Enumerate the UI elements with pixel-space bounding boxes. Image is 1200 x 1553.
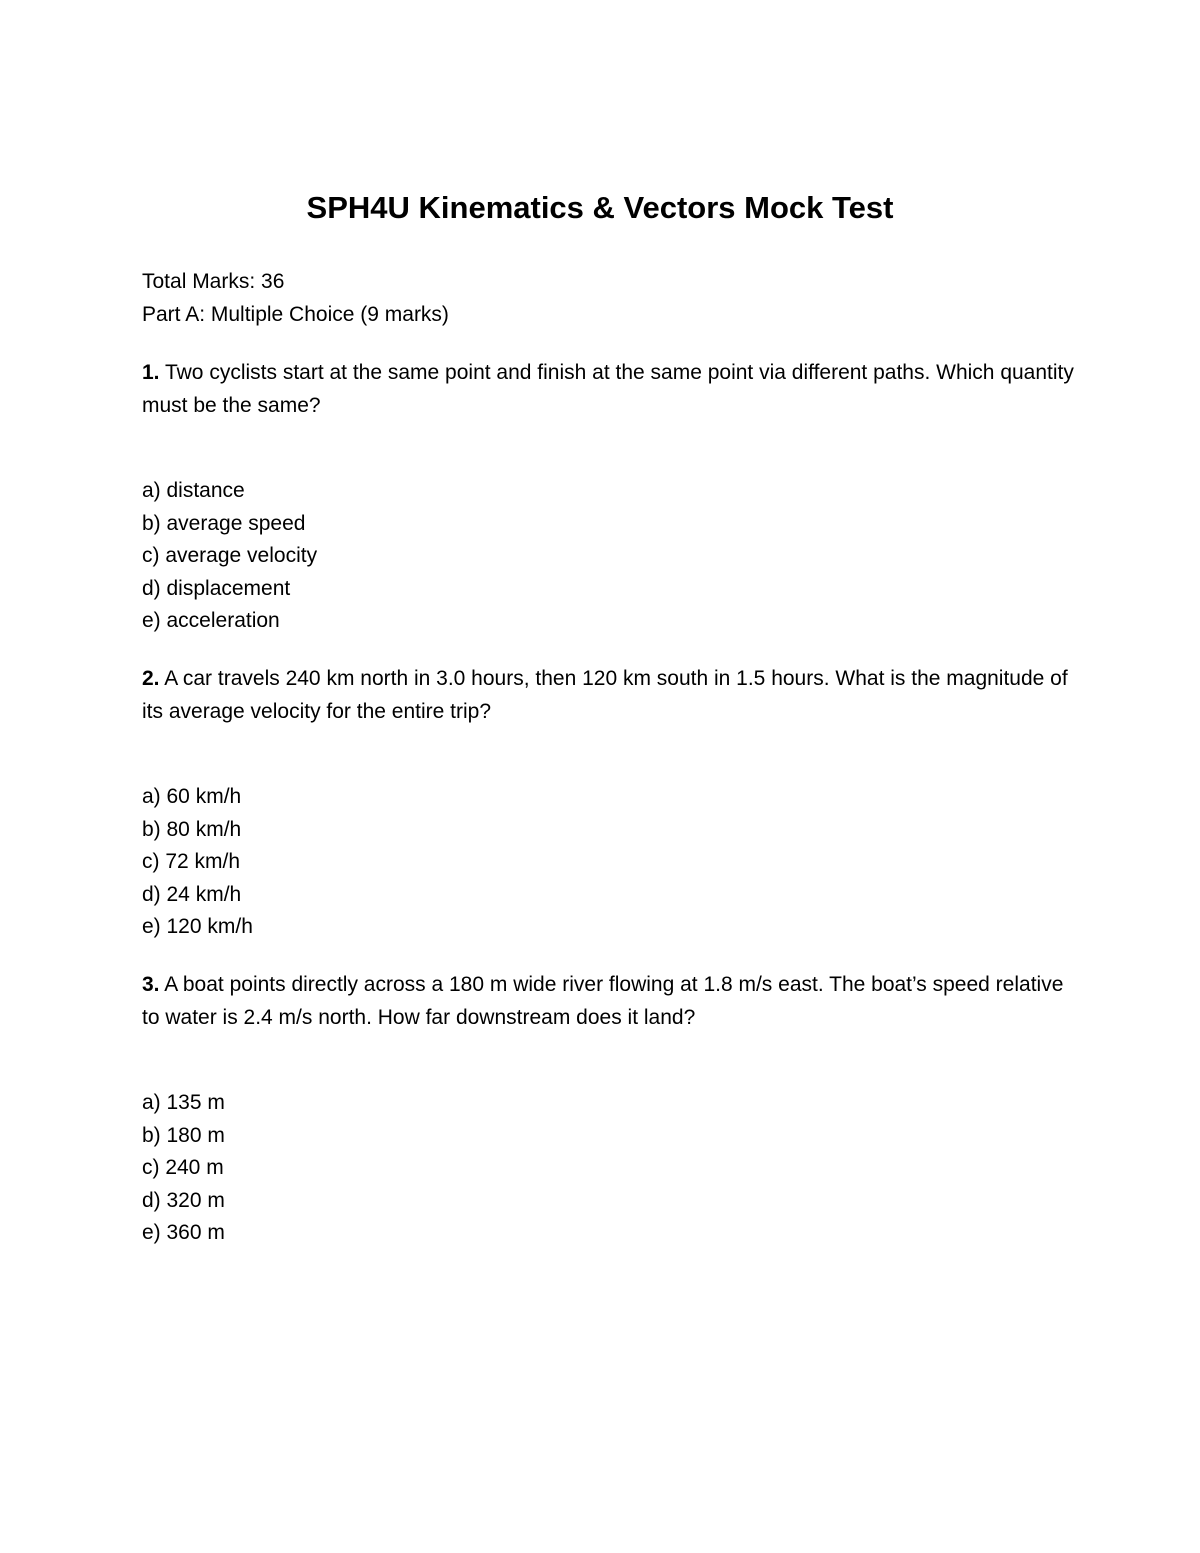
question-3-option-d: d) 320 m bbox=[142, 1188, 225, 1212]
question-2-text: A car travels 240 km north in 3.0 hours, then 120 km south in 1.5 hours. What is the magnitude of its average velocity for the entire trip? bbox=[142, 667, 1068, 723]
question-2-option-c: c) 72 km/h bbox=[142, 850, 241, 873]
question-1-number: 1. bbox=[142, 361, 160, 384]
question-1-stem bbox=[142, 356, 1082, 422]
question-3-number: 3. bbox=[142, 973, 160, 996]
question-1-option-c: c) average velocity bbox=[142, 544, 318, 567]
question-3-option-c: c) 240 m bbox=[142, 1156, 224, 1179]
question-1-option-b: b) average speed bbox=[142, 511, 306, 535]
question-2-stem bbox=[142, 662, 1082, 728]
question-3-stem bbox=[142, 968, 1082, 1034]
question-1-options bbox=[142, 475, 1082, 638]
question-2 bbox=[142, 662, 1082, 944]
question-2-option-d: d) 24 km/h bbox=[142, 882, 242, 906]
question-2-option-a: a) 60 km/h bbox=[142, 785, 242, 808]
question-1-text: Two cyclists start at the same point and finish at the same point via different paths. Which quantity must be the same? bbox=[142, 361, 1074, 417]
question-1 bbox=[142, 356, 1082, 638]
question-3 bbox=[142, 968, 1082, 1250]
question-1-option-a: a) distance bbox=[142, 479, 245, 502]
question-2-options bbox=[142, 781, 1082, 944]
question-2-option-e: e) 120 km/h bbox=[142, 915, 253, 938]
question-3-option-b: b) 180 m bbox=[142, 1123, 225, 1147]
test-info bbox=[142, 266, 1082, 331]
question-1-option-d: d) displacement bbox=[142, 576, 291, 600]
question-3-option-a: a) 135 m bbox=[142, 1091, 225, 1114]
document-title: SPH4U Kinematics & Vectors Mock Test bbox=[306, 190, 894, 225]
question-3-text: A boat points directly across a 180 m wide river flowing at 1.8 m/s east. The boat’s speed relative to water is 2.4 m/s north. How far downstream does it land? bbox=[142, 973, 1064, 1029]
part-a-heading: Part A: Multiple Choice (9 marks) bbox=[142, 302, 449, 326]
question-3-option-e: e) 360 m bbox=[142, 1221, 225, 1244]
question-2-number: 2. bbox=[142, 667, 160, 690]
question-3-options bbox=[142, 1087, 1082, 1250]
question-1-option-e: e) acceleration bbox=[142, 609, 280, 632]
total-marks: Total Marks: 36 bbox=[142, 270, 285, 293]
question-2-option-b: b) 80 km/h bbox=[142, 817, 242, 841]
